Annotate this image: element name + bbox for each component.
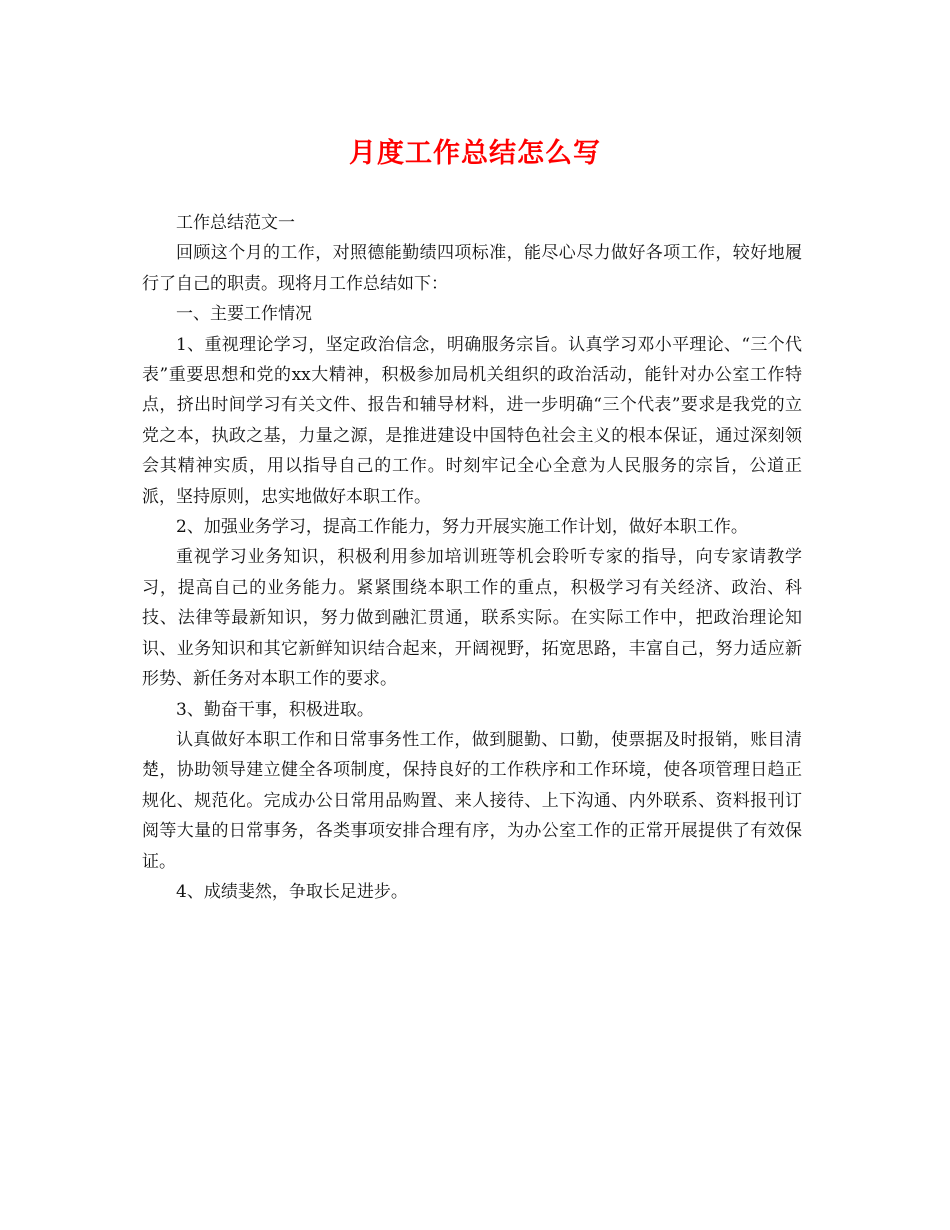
intro-paragraph: 回顾这个月的工作，对照德能勤绩四项标准，能尽心尽力做好各项工作，较好地履行了自己的职责。现将月工作总结如下： [142, 243, 802, 294]
item-3-paragraph: 认真做好本职工作和日常事务性工作，做到腿勤、口勤，使票据及时报销，账目清楚，协助领导建立健全各项制度，保持良好的工作秩序和工作环境，使各项管理日趋正规化、规范化。完成办公日常用品购置、来人接待、上下沟通、内外联系、资料报刊订阅等大量的日常事务，各类事项安排合理有序，为办公室工作的正常开展提供了有效保证。 [142, 729, 802, 872]
section-heading: 一、主要工作情况 [176, 304, 312, 325]
item-1-paragraph: 1、重视理论学习，坚定政治信念，明确服务宗旨。认真学习邓小平理论、“三个代表”重要思想和党的xx大精神，积极参加局机关组织的政治活动，能针对办公室工作特点，挤出时间学习有关文件、报告和辅导材料，进一步明确“三个代表”要求是我党的立党之本，执政之基，力量之源，是推进建设中国特色社会主义的根本保证，通过深刻领会其精神实质，用以指导自己的工作。时刻牢记全心全意为人民服务的宗旨，公道正派，坚持原则，忠实地做好本职工作。 [142, 334, 802, 507]
item-4-heading: 4、成绩斐然，争取长足进步。 [176, 881, 408, 902]
item-2-heading: 2、加强业务学习，提高工作能力，努力开展实施工作计划，做好本职工作。 [176, 517, 748, 538]
document-body [142, 208, 802, 907]
section-label: 工作总结范文一 [176, 213, 295, 233]
item-2-paragraph: 重视学习业务知识，积极利用参加培训班等机会聆听专家的指导，向专家请教学习，提高自己的业务能力。紧紧围绕本职工作的重点，积极学习有关经济、政治、科技、法律等最新知识，努力做到融汇贯通，联系实际。在实际工作中，把政治理论知识、业务知识和其它新鲜知识结合起来，开阔视野，拓宽思路，丰富自己，努力适应新形势、新任务对本职工作的要求。 [142, 547, 802, 690]
document-title: 月度工作总结怎么写 [349, 138, 601, 169]
item-3-heading: 3、勤奋干事，积极进取。 [176, 699, 374, 720]
